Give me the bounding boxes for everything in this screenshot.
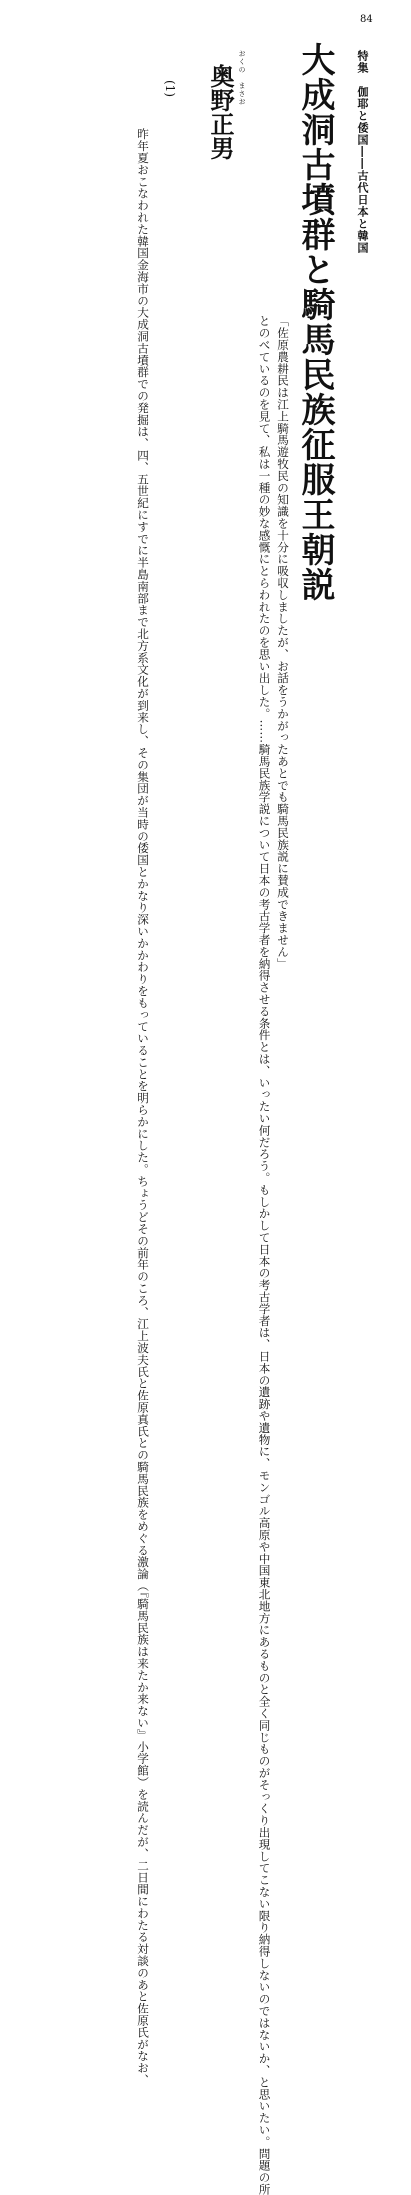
page-number: 84 bbox=[360, 14, 373, 25]
section-number: (1) bbox=[163, 80, 177, 97]
article-title: 大成洞古墳群と騎馬民族征服王朝説 bbox=[295, 42, 335, 602]
body-text-lower-block: 「佐原農耕民は江上騎馬遊牧民の知識を十分に吸収しましたが、お話をうかがったあとでも騎馬民族説に賛成できません」 とのべているのを見て、私は一種の妙な感慨にとらわれたのを思い出した。……騎馬民族学説について日本の考古学者を納得させる条件とは、いったい何だろう。もしかして日本の考古学者は、日本の遺跡や遺物に、モンゴル高原や中国東北地方にあるものと全く同じものがそっくり出現してこない限り納得しないのではないか、と思いたい。問題の所 bbox=[257, 315, 290, 2195]
body-text-upper-block: 昨年夏おこなわれた韓国金海市の大成洞古墳群での発掘は、四、五世紀にすでに半島南部まで北方系文化が到来し、その集団が当時の倭国とかなり深いかかわりをもっていることを明らかにした。ちょうどその前年のころ、江上波夫氏と佐原真氏との騎馬民族をめぐる激論（『騎馬民族は来たか来ない』小学館）を読んだが、二日間にわたる対談のあと佐原氏がなお、 bbox=[136, 128, 150, 2086]
series-label: 特集 伽耶と倭国――古代日本と韓国 bbox=[356, 50, 369, 254]
author-name: 奥野正男 bbox=[206, 64, 234, 160]
author-furigana: おくの まさお bbox=[238, 50, 246, 106]
